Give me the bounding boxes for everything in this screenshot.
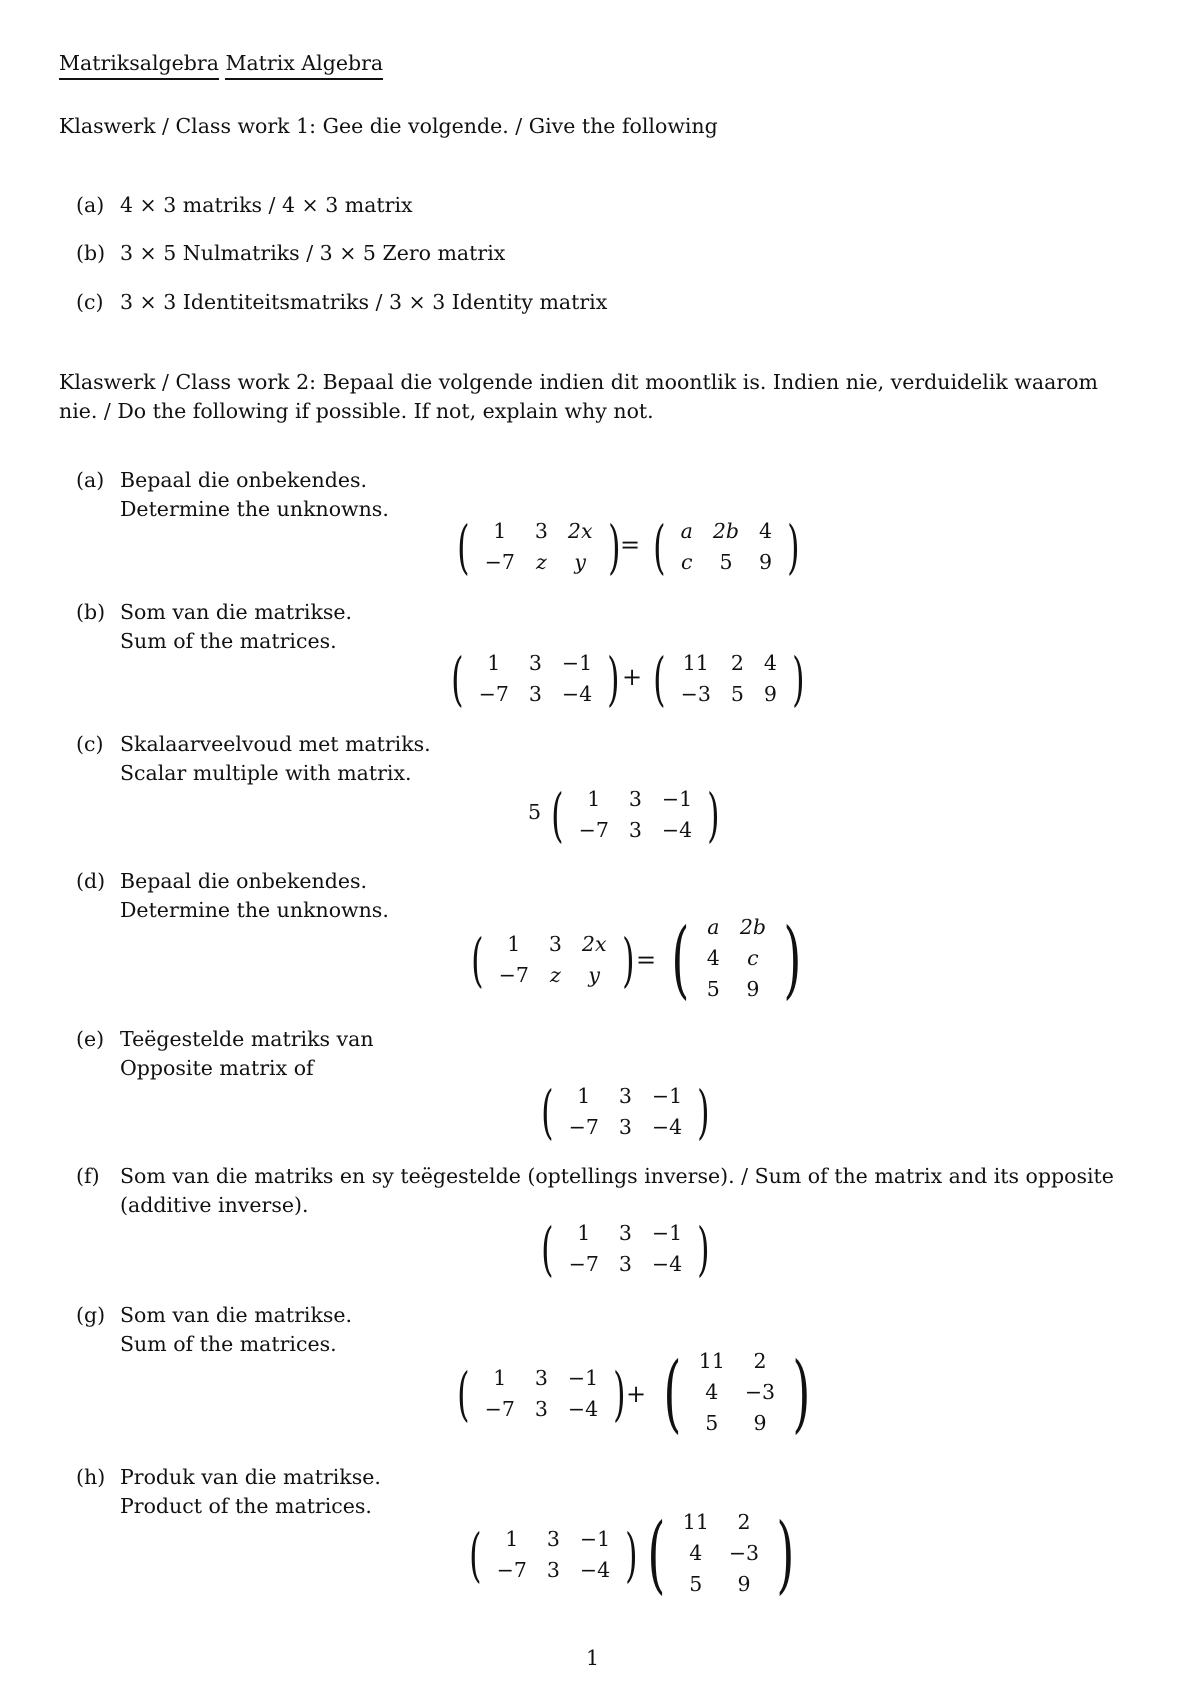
left-paren: ( (469, 1521, 482, 1589)
cw2-e-label: (e) (76, 1027, 105, 1051)
matrix-cell: 4 (759, 519, 773, 543)
right-paren: ) (697, 1215, 710, 1283)
matrix-cell: 2x (567, 519, 593, 543)
matrix-cell: 4 (706, 946, 720, 970)
matrix-cell: −4 (561, 682, 593, 706)
matrix-cell: 3 (618, 1115, 632, 1139)
cw2-h-line1: Produk van die matrikse. (120, 1465, 381, 1489)
cw2-f-label: (f) (76, 1164, 100, 1188)
cw2-g-line2: Sum of the matrices. (120, 1332, 337, 1356)
matrix-cell: 5 (730, 682, 744, 706)
matrix-cell: 3 (534, 1397, 548, 1421)
matrix-cell: z (535, 550, 547, 574)
matrix-cell: −7 (496, 1558, 527, 1582)
matrix-cell: −3 (728, 1541, 760, 1565)
right-paren: ) (787, 513, 800, 581)
matrix-cell: 11 (682, 1510, 709, 1534)
classwork-2-heading-line1: Klaswerk / Class work 2: Bepaal die volgende indien dit moontlik is. Indien nie, verduidelik waarom (59, 370, 1098, 394)
page-number: 1 (586, 1646, 600, 1670)
matrix (640, 1504, 802, 1603)
matrix-cell: −4 (651, 1115, 683, 1139)
matrix-cell: 1 (487, 651, 501, 675)
left-paren: ( (647, 1504, 666, 1603)
matrix-cell: z (549, 963, 561, 987)
cw2-a-label: (a) (76, 468, 105, 492)
matrix (648, 645, 810, 713)
matrix-cell: −3 (680, 682, 711, 706)
matrix-cell: a (680, 519, 693, 543)
matrix-cell: 11 (682, 651, 709, 675)
right-paren: ) (792, 1343, 811, 1442)
matrix-cell: 5 (719, 550, 733, 574)
matrix-cell: 5 (705, 1411, 719, 1435)
left-paren: ( (457, 513, 470, 581)
cw2-d-line1: Bepaal die onbekendes. (120, 869, 368, 893)
matrix-cell: 3 (546, 1527, 560, 1551)
matrix-cell: 5 (689, 1572, 703, 1596)
scalar: 5 (528, 800, 542, 824)
matrix-cell: 1 (577, 1221, 591, 1245)
matrix-cell: −4 (579, 1558, 611, 1582)
matrix (648, 513, 805, 581)
matrix-cell: 3 (618, 1252, 632, 1276)
title-afrikaans: Matriksalgebra (59, 51, 219, 80)
cw2-b-line2: Sum of the matrices. (120, 629, 337, 653)
left-paren: ( (451, 645, 464, 713)
matrix-cell: 2x (581, 932, 607, 956)
matrix-cell: −1 (567, 1366, 599, 1390)
matrix (656, 1343, 818, 1442)
matrix-cell: 2 (753, 1349, 767, 1373)
matrix-cell: 4 (689, 1541, 703, 1565)
matrix-cell: −7 (568, 1115, 599, 1139)
matrix-cell: 2 (737, 1510, 751, 1534)
matrix-cell: −1 (579, 1527, 611, 1551)
cw2-b-line1: Som van die matrikse. (120, 600, 353, 624)
cw2-g-line1: Som van die matrikse. (120, 1303, 353, 1327)
cw2-h-line2: Product of the matrices. (120, 1494, 372, 1518)
left-paren: ( (541, 1078, 554, 1146)
matrix-cell: 1 (505, 1527, 519, 1551)
cw2-g-label: (g) (76, 1303, 106, 1327)
title-english: Matrix Algebra (225, 51, 383, 80)
cw2-d-label: (d) (76, 869, 106, 893)
matrix (466, 926, 639, 994)
left-paren: ( (541, 1215, 554, 1283)
matrix-cell: 2b (739, 915, 766, 939)
matrix-cell: y (574, 550, 587, 574)
right-paren: ) (607, 645, 620, 713)
right-paren: ) (792, 645, 805, 713)
cw2-e-line1: Teëgestelde matriks van (120, 1027, 374, 1051)
right-paren: ) (783, 909, 802, 1008)
matrix (536, 1215, 715, 1283)
right-paren: ) (607, 513, 621, 581)
matrix-cell: 9 (753, 1411, 767, 1435)
plus-sign: + (622, 663, 643, 691)
matrix-cell: 1 (577, 1084, 591, 1108)
classwork-1-heading: Klaswerk / Class work 1: Gee die volgende. / Give the following (59, 114, 718, 138)
matrix (546, 781, 725, 849)
left-paren: ( (551, 781, 564, 849)
cw2-f-line1: Som van die matriks en sy teëgestelde (optellings inverse). / Sum of the matrix and its opposite (120, 1164, 1114, 1188)
matrix-cell: −7 (478, 682, 509, 706)
matrix-cell: 1 (493, 1366, 507, 1390)
cw1-item-b-label: (b) (76, 241, 106, 265)
matrix-cell: −7 (578, 818, 609, 842)
matrix-cell: 3 (618, 1221, 632, 1245)
matrix-cell: 4 (705, 1380, 719, 1404)
left-paren: ( (671, 909, 690, 1008)
matrix-cell: a (707, 915, 720, 939)
cw1-item-c-label: (c) (76, 290, 104, 314)
matrix-cell: −1 (651, 1221, 683, 1245)
matrix-cell: 9 (759, 550, 773, 574)
left-paren: ( (471, 926, 484, 994)
matrix-cell: 4 (763, 651, 777, 675)
cw2-a-line1: Bepaal die onbekendes. (120, 468, 368, 492)
right-paren: ) (621, 926, 635, 994)
left-paren: ( (653, 513, 666, 581)
matrix-cell: 3 (628, 787, 642, 811)
matrix-cell: 2 (730, 651, 744, 675)
matrix-cell: 3 (528, 682, 542, 706)
matrix-cell: 2b (712, 519, 740, 543)
matrix-cell: −7 (484, 550, 515, 574)
matrix-cell: 9 (763, 682, 777, 706)
cw1-item-a-label: (a) (76, 193, 105, 217)
cw1-item-a-text: 4 × 3 matriks / 4 × 3 matrix (120, 193, 413, 217)
matrix-cell: 9 (737, 1572, 751, 1596)
matrix (452, 1360, 631, 1428)
matrix-cell: −1 (651, 1084, 683, 1108)
cw2-f-line2: (additive inverse). (120, 1193, 309, 1217)
matrix-cell: −4 (567, 1397, 599, 1421)
right-paren: ) (625, 1521, 638, 1589)
right-paren: ) (776, 1504, 795, 1603)
matrix-cell: −4 (661, 818, 693, 842)
matrix-cell: −1 (561, 651, 593, 675)
cw2-c-line1: Skalaarveelvoud met matriks. (120, 732, 431, 756)
matrix-cell: 1 (507, 932, 521, 956)
matrix-cell: −1 (661, 787, 693, 811)
matrix-cell: 1 (587, 787, 601, 811)
matrix-cell: 3 (548, 932, 562, 956)
cw2-d-line2: Determine the unknowns. (120, 898, 389, 922)
cw2-b-label: (b) (76, 600, 106, 624)
cw2-c-label: (c) (76, 732, 104, 756)
matrix (664, 909, 809, 1008)
matrix-cell: 1 (493, 519, 507, 543)
matrix-cell: 9 (746, 977, 760, 1001)
matrix-cell: −3 (744, 1380, 776, 1404)
matrix-cell: 3 (528, 651, 542, 675)
matrix-cell: 3 (546, 1558, 560, 1582)
matrix-cell: 3 (628, 818, 642, 842)
matrix-cell: c (747, 946, 759, 970)
equals-sign: = (636, 946, 657, 974)
matrix-cell: 3 (618, 1084, 632, 1108)
matrix-cell: 5 (706, 977, 720, 1001)
matrix (536, 1078, 715, 1146)
matrix (452, 513, 625, 581)
classwork-2-heading-line2: nie. / Do the following if possible. If not, explain why not. (59, 399, 654, 423)
page-title (59, 53, 383, 74)
cw2-a-line2: Determine the unknowns. (120, 497, 389, 521)
matrix (446, 645, 625, 713)
left-paren: ( (457, 1360, 470, 1428)
matrix-cell: y (588, 963, 601, 987)
equals-sign: = (620, 531, 641, 559)
right-paren: ) (707, 781, 720, 849)
left-paren: ( (663, 1343, 682, 1442)
matrix-cell: 3 (534, 519, 548, 543)
right-paren: ) (613, 1360, 626, 1428)
matrix-cell: 3 (534, 1366, 548, 1390)
matrix-cell: −7 (498, 963, 529, 987)
matrix-cell: −7 (484, 1397, 515, 1421)
cw1-item-c-text: 3 × 3 Identiteitsmatriks / 3 × 3 Identity matrix (120, 290, 608, 314)
cw2-h-label: (h) (76, 1465, 106, 1489)
matrix (464, 1521, 643, 1589)
matrix-cell: c (681, 550, 693, 574)
cw2-c-line2: Scalar multiple with matrix. (120, 761, 412, 785)
left-paren: ( (653, 645, 666, 713)
cw1-item-b-text: 3 × 5 Nulmatriks / 3 × 5 Zero matrix (120, 241, 506, 265)
matrix-cell: 11 (698, 1349, 725, 1373)
matrix-cell: −4 (651, 1252, 683, 1276)
right-paren: ) (697, 1078, 710, 1146)
plus-sign: + (626, 1380, 647, 1408)
cw2-e-line2: Opposite matrix of (120, 1056, 314, 1080)
matrix-cell: −7 (568, 1252, 599, 1276)
